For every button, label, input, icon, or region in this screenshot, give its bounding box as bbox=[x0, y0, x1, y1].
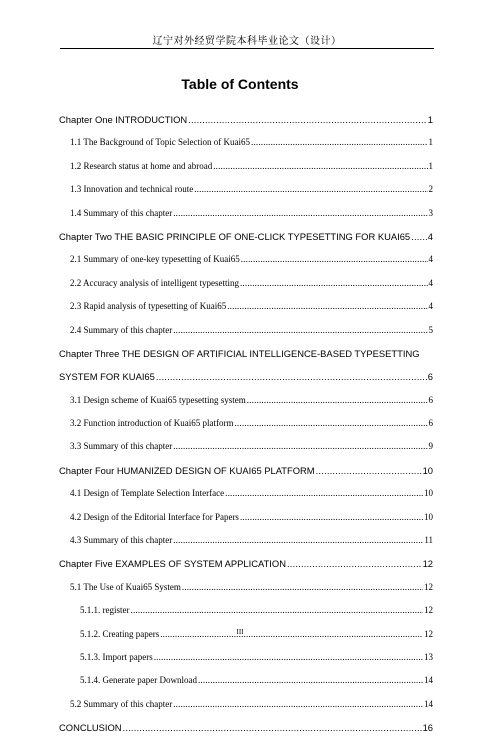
toc-entry-page: 10 bbox=[424, 511, 433, 522]
toc-entry-2-1[interactable] bbox=[59, 248, 433, 271]
toc-entry-label: SYSTEM FOR KUAI65 bbox=[59, 371, 155, 383]
toc-leader-dots bbox=[131, 599, 424, 622]
toc-entry-page: 14 bbox=[424, 675, 433, 686]
toc-leader-dots bbox=[198, 669, 423, 692]
toc-entry-label: 1.4 Summary of this chapter bbox=[70, 207, 173, 218]
toc-entry-label: 1.2 Research status at home and abroad bbox=[70, 160, 213, 171]
toc-leader-dots bbox=[182, 576, 423, 599]
toc-entry-chapter-four[interactable] bbox=[59, 459, 433, 482]
toc-entry-chapter-three-line1[interactable] bbox=[59, 342, 433, 365]
toc-entry-page: 1 bbox=[428, 160, 433, 171]
toc-entry-page: 1 bbox=[427, 114, 433, 125]
toc-leader-dots bbox=[240, 272, 428, 295]
toc-leader-dots bbox=[123, 716, 422, 739]
toc-leader-dots bbox=[287, 552, 422, 575]
toc-leader-dots bbox=[234, 412, 427, 435]
toc-entry-page: 14 bbox=[424, 698, 433, 709]
toc-entry-label: 4.1 Design of Template Selection Interface bbox=[70, 488, 225, 499]
toc-entry-label: CONCLUSION bbox=[59, 722, 122, 734]
toc-entry-5-1-1[interactable] bbox=[59, 599, 433, 622]
toc-entry-page: 4 bbox=[428, 254, 433, 265]
toc-entry-chapter-three[interactable] bbox=[59, 365, 433, 388]
toc-entry-page: 4 bbox=[428, 301, 433, 312]
toc-entry-5-1-3[interactable] bbox=[59, 646, 433, 669]
toc-entry-label: Chapter Five EXAMPLES OF SYSTEM APPLICATION bbox=[59, 558, 286, 570]
toc-leader-dots bbox=[173, 319, 427, 342]
header-rule bbox=[60, 48, 434, 49]
toc-leader-dots bbox=[154, 646, 423, 669]
toc-entry-page: 2 bbox=[428, 184, 433, 195]
toc-entry-page: 16 bbox=[422, 722, 433, 734]
toc-entry-label: 5.1.3. Import papers bbox=[80, 651, 153, 662]
toc-entry-page: 6 bbox=[427, 371, 433, 383]
toc-entry-1-2[interactable] bbox=[59, 155, 433, 178]
toc-leader-dots bbox=[173, 529, 423, 552]
toc-entry-chapter-one[interactable] bbox=[59, 108, 433, 131]
toc-entry-1-3[interactable] bbox=[59, 178, 433, 201]
toc-entry-page: 1 bbox=[428, 137, 433, 148]
toc-entry-page: 4 bbox=[427, 230, 433, 242]
toc-entry-label: 3.1 Design scheme of Kuai65 typesetting system bbox=[70, 394, 246, 405]
toc-leader-dots bbox=[225, 482, 423, 505]
toc-leader-dots bbox=[173, 435, 427, 458]
toc-entry-page: 6 bbox=[428, 394, 433, 405]
toc-entry-5-1-4[interactable] bbox=[59, 669, 433, 692]
toc-entry-page: 9 bbox=[428, 441, 433, 452]
toc-entry-label: Chapter Two THE BASIC PRINCIPLE OF ONE-CLICK TYPESETTING FOR KUAI65 bbox=[59, 230, 411, 242]
toc-leader-dots bbox=[213, 155, 427, 178]
toc-leader-dots bbox=[156, 365, 427, 388]
toc-entry-label: 5.1.4. Generate paper Download bbox=[80, 675, 197, 686]
toc-entry-label: Chapter One INTRODUCTION bbox=[59, 114, 188, 125]
toc-entry-label: 2.1 Summary of one-key typesetting of Kuai65 bbox=[70, 254, 240, 265]
toc-entry-3-2[interactable] bbox=[59, 412, 433, 435]
toc-entry-page: 12 bbox=[424, 605, 433, 616]
toc-entry-page: 5 bbox=[428, 324, 433, 335]
toc-entry-label: 4.3 Summary of this chapter bbox=[70, 535, 173, 546]
toc-leader-dots bbox=[247, 389, 428, 412]
toc-entry-4-3[interactable] bbox=[59, 529, 433, 552]
toc-leader-dots bbox=[173, 693, 423, 716]
toc-leader-dots bbox=[240, 506, 423, 529]
toc-entry-2-4[interactable] bbox=[59, 319, 433, 342]
toc-entry-label: 3.3 Summary of this chapter bbox=[70, 441, 173, 452]
toc-leader-dots bbox=[251, 131, 428, 154]
toc-entry-page: 10 bbox=[422, 464, 433, 476]
table-of-contents bbox=[59, 108, 433, 740]
toc-entry-3-3[interactable] bbox=[59, 435, 433, 458]
toc-entry-label: 5.1.2. Creating papers bbox=[80, 628, 160, 639]
toc-entry-label: 2.4 Summary of this chapter bbox=[70, 324, 173, 335]
toc-entry-page: 11 bbox=[424, 535, 433, 546]
toc-entry-label: 5.1 The Use of Kuai65 System bbox=[70, 581, 181, 592]
toc-entry-5-1[interactable] bbox=[59, 576, 433, 599]
toc-leader-dots bbox=[188, 108, 427, 131]
toc-entry-chapter-two[interactable] bbox=[59, 225, 433, 248]
toc-leader-dots bbox=[173, 202, 427, 225]
toc-entry-page: 12 bbox=[424, 581, 433, 592]
toc-entry-label: Chapter Three THE DESIGN OF ARTIFICIAL INTELLIGENCE-BASED TYPESETTING bbox=[59, 347, 420, 359]
toc-entry-label: 1.1 The Background of Topic Selection of Kuai65 bbox=[70, 137, 250, 148]
toc-leader-dots bbox=[411, 225, 427, 248]
toc-entry-label: 4.2 Design of the Editorial Interface for Papers bbox=[70, 511, 239, 522]
toc-entry-page: 13 bbox=[424, 651, 433, 662]
toc-leader-dots bbox=[194, 178, 427, 201]
toc-entry-label: 3.2 Function introduction of Kuai65 platform bbox=[70, 418, 234, 429]
toc-entry-2-3[interactable] bbox=[59, 295, 433, 318]
toc-leader-dots bbox=[227, 295, 427, 318]
toc-entry-1-4[interactable] bbox=[59, 202, 433, 225]
toc-entry-page: 3 bbox=[428, 207, 433, 218]
running-header: 辽宁对外经贸学院本科毕业论文（设计） bbox=[152, 36, 342, 47]
toc-entry-page: 12 bbox=[424, 628, 433, 639]
toc-entry-chapter-five[interactable] bbox=[59, 552, 433, 575]
toc-entry-page: 6 bbox=[428, 418, 433, 429]
toc-entry-3-1[interactable] bbox=[59, 389, 433, 412]
toc-entry-5-2[interactable] bbox=[59, 693, 433, 716]
toc-entry-conclusion[interactable] bbox=[59, 716, 433, 739]
toc-entry-label: 2.2 Accuracy analysis of intelligent typesetting bbox=[70, 277, 239, 288]
toc-entry-label: 5.2 Summary of this chapter bbox=[70, 698, 173, 709]
toc-entry-label: 1.3 Innovation and technical route bbox=[70, 184, 194, 195]
toc-entry-4-2[interactable] bbox=[59, 506, 433, 529]
toc-entry-label: 2.3 Rapid analysis of typesetting of Kuai65 bbox=[70, 301, 227, 312]
toc-entry-4-1[interactable] bbox=[59, 482, 433, 505]
toc-entry-label: 5.1.1. register bbox=[80, 605, 130, 616]
toc-leader-dots bbox=[241, 248, 428, 271]
page-title: Table of Contents bbox=[181, 76, 299, 92]
toc-entry-label: Chapter Four HUMANIZED DESIGN OF KUAI65 PLATFORM bbox=[59, 464, 315, 476]
page-number: III bbox=[236, 628, 244, 636]
toc-entry-page: 4 bbox=[428, 277, 433, 288]
toc-entry-page: 10 bbox=[424, 488, 433, 499]
toc-entry-1-1[interactable] bbox=[59, 131, 433, 154]
toc-leader-dots bbox=[316, 459, 422, 482]
toc-entry-page: 12 bbox=[422, 558, 433, 570]
toc-entry-2-2[interactable] bbox=[59, 272, 433, 295]
